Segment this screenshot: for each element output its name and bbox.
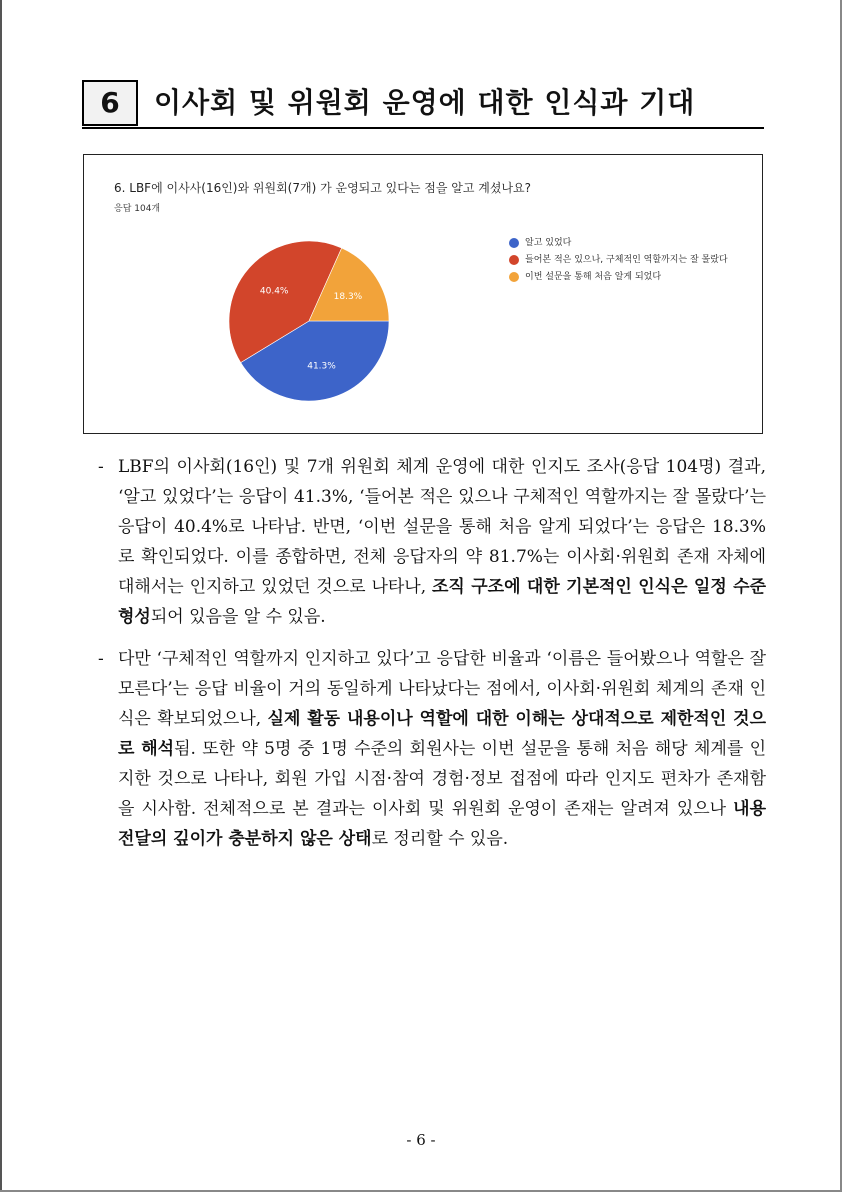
- section-header: [82, 80, 762, 128]
- legend-dot-icon: [509, 272, 519, 282]
- analysis-text: [98, 452, 766, 854]
- response-count: 응답 104개: [114, 204, 161, 214]
- survey-chart-card: [83, 154, 763, 434]
- page-number: - 6 -: [406, 1131, 436, 1149]
- paragraph-bold-text: 실제 활동 내용이나 역할에 대한 이해는 상대적으로 제한적인 것으로 해석: [118, 709, 766, 759]
- legend-label: 들어본 적은 있으나, 구체적인 역할까지는 잘 몰랐다: [525, 255, 728, 265]
- legend-item: [509, 254, 739, 266]
- bullet-dash: -: [98, 649, 104, 669]
- chart-legend: [509, 237, 739, 288]
- section-rule: [82, 127, 764, 129]
- paragraph-text: 다만 ‘구체적인 역할까지 인지하고 있다’고 응답한 비율과 ‘이름은 들어봤으나 역할은 잘 모른다’는 응답 비율이 거의 동일하게 나타났다는 점에서, 이사회·위원회 체계의 존재 인식은 확보되었으나,: [118, 649, 766, 729]
- page-border-left: [0, 0, 2, 1192]
- pie-slice-label: 41.3%: [307, 361, 336, 372]
- legend-dot-icon: [509, 255, 519, 265]
- paragraph-bold-text: 조직 구조에 대한 기본적인 인식은 일정 수준 형성: [118, 577, 766, 627]
- pie-slice-label: 40.4%: [259, 286, 289, 297]
- section-number: 6: [82, 80, 138, 126]
- paragraph-bold-text: 내용 전달의 깊이가 충분하지 않은 상태: [118, 799, 766, 849]
- legend-label: 이번 설문을 통해 처음 알게 되었다: [525, 272, 662, 282]
- pie-slice-label: 18.3%: [333, 291, 363, 302]
- section-title: 이사회 및 위원회 운영에 대한 인식과 기대: [154, 86, 696, 119]
- paragraph-text: 됨. 또한 약 5명 중 1명 수준의 회원사는 이번 설문을 통해 처음 해당 체계를 인지한 것으로 나타나, 회원 가입 시점·참여 경험·정보 접점에 따라 인지도 편차가 존재함을 시사함. 전체적으로 본 결과는 이사회 및 위원회 운영이 존재는 알려져 있으나: [118, 739, 766, 819]
- bullet-dash: -: [98, 457, 104, 477]
- legend-label: 알고 있었다: [525, 238, 572, 248]
- survey-question: 6. LBF에 이사사(16인)와 위원회(7개) 가 운영되고 있다는 점을 알고 계셨나요?: [114, 181, 531, 195]
- legend-dot-icon: [509, 238, 519, 248]
- paragraph-text: 로 정리할 수 있음.: [371, 829, 509, 849]
- pie-chart: [84, 155, 762, 433]
- bullet-paragraph: [98, 452, 766, 632]
- legend-item: [509, 271, 739, 283]
- paragraph-text: 되어 있음을 알 수 있음.: [150, 607, 326, 627]
- bullet-paragraph: [98, 644, 766, 854]
- paragraph-text: LBF의 이사회(16인) 및 7개 위원회 체계 운영에 대한 인지도 조사(응답 104명) 결과, ‘알고 있었다’는 응답이 41.3%, ‘들어본 적은 있으나 구체적인 역할까지는 잘 몰랐다’는 응답이 40.4%로 나타남. 반면, ‘이번 설문을 통해 처음 알게 되었다’는 응답은 18.3%로 확인되었다. 이를 종합하면, 전체 응답자의 약 81.7%는 이사회·위원회 존재 자체에 대해서는 인지하고 있었던 것으로 나타나,: [118, 457, 766, 597]
- legend-item: [509, 237, 739, 249]
